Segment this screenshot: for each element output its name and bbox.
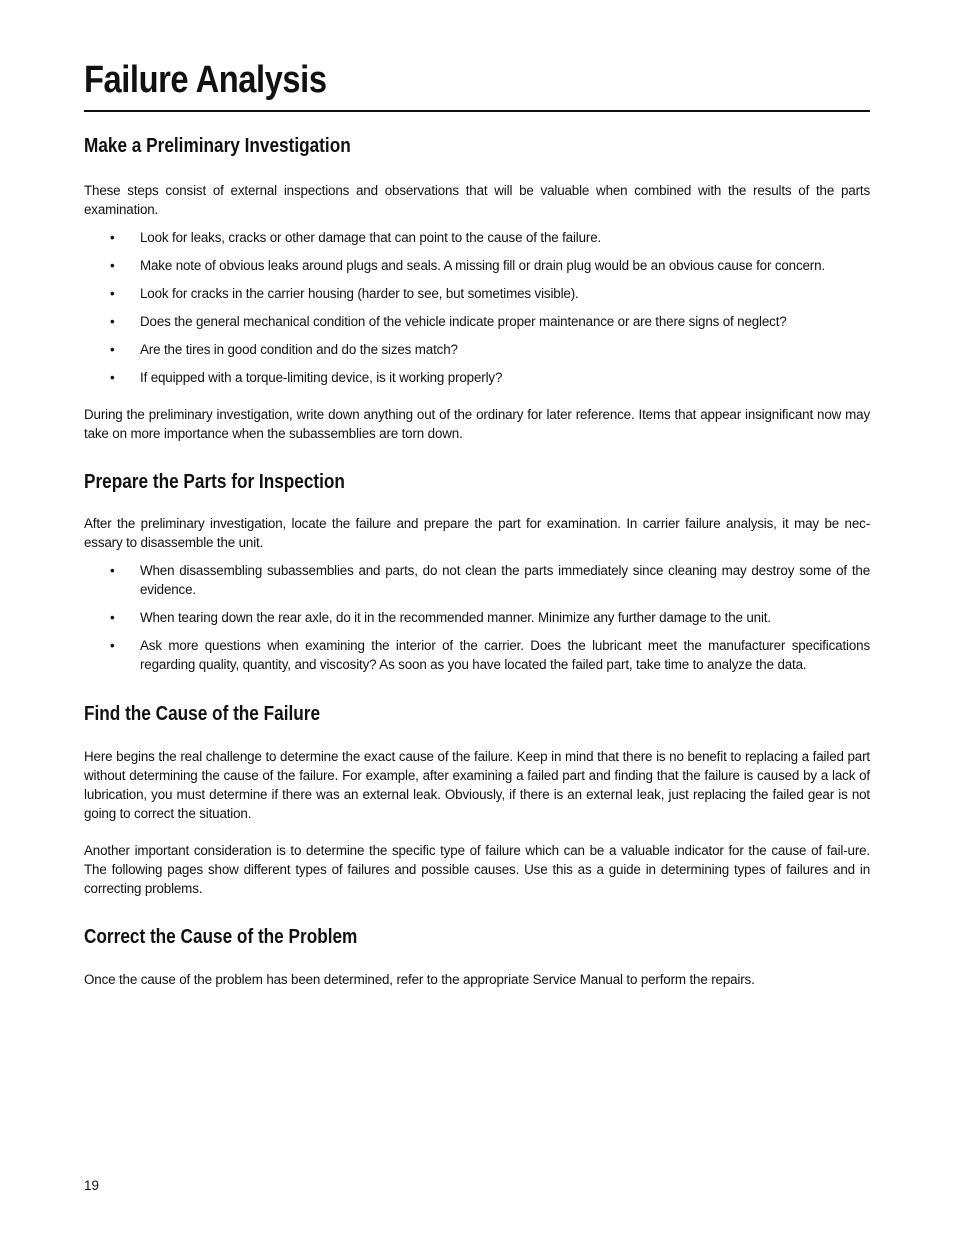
list-item xyxy=(84,340,870,359)
section-prepare-parts xyxy=(84,470,870,683)
bullet-list xyxy=(84,561,870,674)
page-number: 19 xyxy=(84,1178,99,1193)
bullet-icon: • xyxy=(110,258,115,273)
bullet-icon: • xyxy=(110,638,115,653)
bullet-icon: • xyxy=(110,286,115,301)
list-item xyxy=(84,608,870,627)
list-item-text: Look for leaks, cracks or other damage that can point to the cause of the failure. xyxy=(140,230,602,245)
page-title: Failure Analysis xyxy=(84,59,327,101)
list-item xyxy=(84,561,870,599)
list-item xyxy=(84,368,870,387)
bullet-icon: • xyxy=(110,563,115,578)
bullet-icon: • xyxy=(110,342,115,357)
section-intro: These steps consist of external inspections and observations that will be valuable when combined with the results of the parts examination. xyxy=(84,183,870,217)
bullet-icon: • xyxy=(110,610,115,625)
section-heading: Make a Preliminary Investigation xyxy=(84,135,351,157)
section-heading: Prepare the Parts for Inspection xyxy=(84,471,345,493)
section-paragraph: Once the cause of the problem has been determined, refer to the appropriate Service Manual to perform the repairs. xyxy=(84,972,755,987)
list-item-text: If equipped with a torque-limiting device, is it working properly? xyxy=(140,370,503,385)
section-intro: After the preliminary investigation, locate the failure and prepare the part for examination. In carrier failure analysis, it may be nec-essary to disassemble the unit. xyxy=(84,516,870,550)
list-item-text: When tearing down the rear axle, do it in the recommended manner. Minimize any further damage to the unit. xyxy=(140,610,771,625)
list-item-text: Look for cracks in the carrier housing (harder to see, but sometimes visible). xyxy=(140,286,579,301)
section-outro: During the preliminary investigation, write down anything out of the ordinary for later reference. Items that appear insignificant now may take on more importance when the subassemblies are torn down. xyxy=(84,407,870,441)
title-rule xyxy=(84,110,870,112)
section-preliminary-investigation xyxy=(84,134,870,443)
list-item-text: Make note of obvious leaks around plugs and seals. A missing fill or drain plug would be an obvious cause for concern. xyxy=(140,258,825,273)
bullet-icon: • xyxy=(110,370,115,385)
list-item xyxy=(84,636,870,674)
bullet-list xyxy=(84,228,870,387)
bullet-icon: • xyxy=(110,230,115,245)
list-item-text: Are the tires in good condition and do the sizes match? xyxy=(140,342,458,357)
section-paragraph: Another important consideration is to determine the specific type of failure which can be a valuable indicator for the cause of fail-ure. The following pages show different types of failures and possible causes. Use this as a guide in determining types of failures and in correcting problems. xyxy=(84,843,870,896)
section-paragraph: Here begins the real challenge to determine the exact cause of the failure. Keep in mind that there is no benefit to replacing a failed part without determining the cause of the failure. For example, after examining a failed part and finding that the failure is caused by a lack of lubrication, you must determine if there was an external leak. Obviously, if there is an external leak, just replacing the failed gear is not going to correct the situation. xyxy=(84,749,870,821)
section-find-cause xyxy=(84,702,870,898)
section-correct-cause xyxy=(84,925,870,989)
list-item xyxy=(84,284,870,303)
section-heading: Find the Cause of the Failure xyxy=(84,703,321,725)
list-item xyxy=(84,256,870,275)
list-item xyxy=(84,312,870,331)
section-heading: Correct the Cause of the Problem xyxy=(84,926,358,948)
list-item-text: When disassembling subassemblies and parts, do not clean the parts immediately since cleaning may destroy some of the evidence. xyxy=(140,563,870,597)
list-item-text: Ask more questions when examining the interior of the carrier. Does the lubricant meet the manufacturer specifications regarding quality, quantity, and viscosity? As soon as you have located the failed part, take time to analyze the data. xyxy=(140,638,870,672)
list-item xyxy=(84,228,870,247)
list-item-text: Does the general mechanical condition of the vehicle indicate proper maintenance or are there signs of neglect? xyxy=(140,314,787,329)
bullet-icon: • xyxy=(110,314,115,329)
